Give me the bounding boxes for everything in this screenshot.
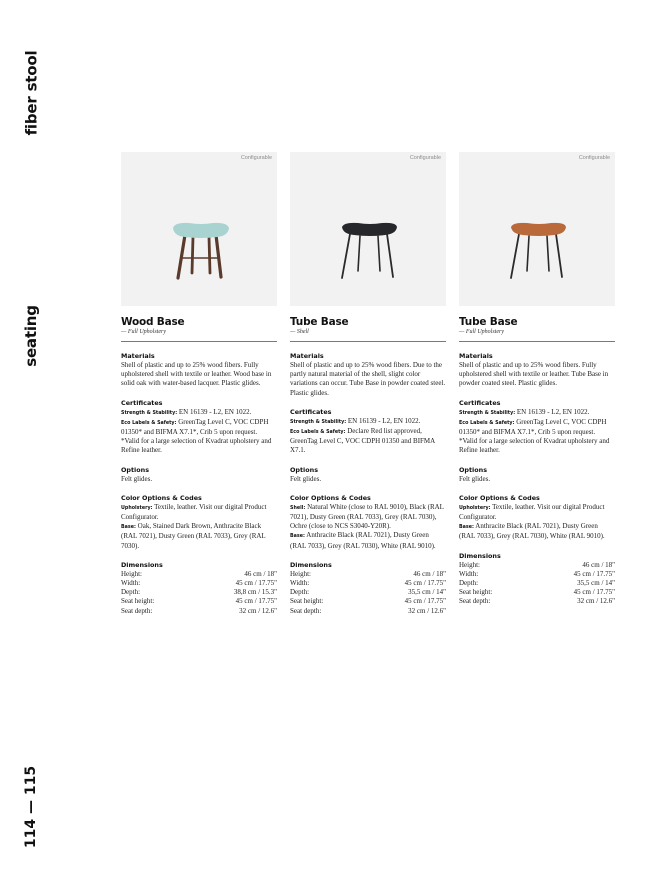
dimension-row: Height: 46 cm / 18" (121, 569, 277, 578)
product-photo (459, 152, 615, 306)
stool-legs (511, 234, 562, 278)
options-section: Options Felt glides. (459, 465, 491, 483)
dimensions-section: Dimensions Height: 46 cm / 18" Width: 45 cm / 17.75" Depth: 38,8 cm / 15.3" Seat height: 45 cm / 17.75" Seat depth: 32 cm / 12.6" (121, 560, 277, 615)
dimension-row: Seat depth: 32 cm / 12.6" (290, 606, 446, 615)
category-label: fiber stool (22, 50, 41, 136)
color-options-section: Color Options & Codes Upholstery: Textile, leather. Visit our digital Product Configurator. Base: Oak, Stained Dark Brown, Anthracite Black (RAL 7021), Dusty Green (RAL 7033), Grey (RAL 7030). (121, 493, 267, 550)
product-title: Tube Base (459, 316, 518, 328)
product-photo (121, 152, 277, 306)
certificates-section: Certificates Strength & Stability: EN 16139 - L2, EN 1022. Eco Labels & Safety: GreenTag Level C, VOC CDPH 01350* and BIFMA X7.1*, Crib 5 upon request. *Valid for a large selection of Kvadrat upholstery and Refine leather. (121, 398, 272, 455)
product-subtitle: — Full Upholstery (121, 329, 277, 342)
dimension-row: Seat height: 45 cm / 17.75" (290, 597, 446, 606)
configurable-tag: Configurable (578, 155, 610, 161)
dimension-row: Seat depth: 32 cm / 12.6" (121, 606, 277, 615)
options-section: Options Felt glides. (290, 465, 322, 483)
dimensions-section: Dimensions Height: 46 cm / 18" Width: 45 cm / 17.75" Depth: 35,5 cm / 14" Seat height: 45 cm / 17.75" Seat depth: 32 cm / 12.6" (290, 560, 446, 615)
dimension-row: Width: 45 cm / 17.75" (459, 569, 615, 578)
stool-tube-base-upholstery-image (459, 152, 615, 306)
product-photo (290, 152, 446, 306)
dimension-row: Width: 45 cm / 17.75" (121, 579, 277, 588)
dimension-row: Seat height: 45 cm / 17.75" (459, 588, 615, 597)
stool-tube-base-shell-image (290, 152, 446, 306)
stool-wood-base-image (121, 152, 277, 306)
dimension-row: Height: 46 cm / 18" (290, 569, 446, 578)
stool-legs (178, 235, 221, 278)
product-subtitle: — Shell (290, 329, 446, 342)
certificates-section: Certificates Strength & Stability: EN 16139 - L2, EN 1022. Eco Labels & Safety: GreenTag Level C, VOC CDPH 01350* and BIFMA X7.1*, Crib 5 upon request. *Valid for a large selection of Kvadrat upholstery and Refine leather. (459, 398, 610, 455)
dimension-row: Depth: 35,5 cm / 14" (459, 579, 615, 588)
product-column-tube-base-upholstery (459, 152, 615, 607)
dimension-row: Depth: 38,8 cm / 15.3" (121, 588, 277, 597)
configurable-tag: Configurable (409, 155, 441, 161)
options-section: Options Felt glides. (121, 465, 153, 483)
materials-section: Materials Shell of plastic and up to 25% wood fibers. Fully upholstered shell with textile or leather. Tube Base in powder coated steel. Plastic glides. (459, 352, 609, 388)
page-numbers: 114 — 115 (23, 765, 40, 849)
dimension-row: Depth: 35,5 cm / 14" (290, 588, 446, 597)
product-title: Wood Base (121, 316, 185, 328)
product-column-tube-base-shell (290, 152, 446, 616)
dimension-row: Width: 45 cm / 17.75" (290, 579, 446, 588)
materials-section: Materials Shell of plastic and up to 25% wood fibers. Fully upholstered shell with textile or leather. Wood base in solid oak with water-based lacquer. Plastic glides. (121, 352, 272, 388)
stool-seat (173, 223, 229, 238)
dimension-row: Height: 46 cm / 18" (459, 560, 615, 569)
product-column-wood-base (121, 152, 277, 616)
dimensions-section: Dimensions Height: 46 cm / 18" Width: 45 cm / 17.75" Depth: 35,5 cm / 14" Seat height: 45 cm / 17.75" Seat depth: 32 cm / 12.6" (459, 551, 615, 606)
product-subtitle: — Full Upholstery (459, 329, 615, 342)
materials-section: Materials Shell of plastic and up to 25% wood fibers. Due to the partly natural material of the shell, slight color variations can occur. Tube Base in powder coated steel. Plastic glides. (290, 352, 446, 397)
stool-legs (342, 234, 393, 278)
dimension-row: Seat depth: 32 cm / 12.6" (459, 597, 615, 606)
stool-seat (511, 223, 566, 236)
configurable-tag: Configurable (240, 155, 272, 161)
color-options-section: Color Options & Codes Upholstery: Textile, leather. Visit our digital Product Configurator. Base: Anthracite Black (RAL 7021), Dusty Green (RAL 7033), Grey (RAL 7030), White (RAL 9010). (459, 493, 605, 541)
dimension-row: Seat height: 45 cm / 17.75" (121, 597, 277, 606)
color-options-section: Color Options & Codes Shell: Natural White (close to RAL 9010), Black (RAL 7021), Dusty Green (RAL 7033), Grey (RAL 7030), Ochre (close to NCS S3040-Y20R). Base: Anthracite Black (RAL 7021), Dusty Green (RAL 7033), Grey (RAL 7030), White (RAL 9010). (290, 493, 444, 550)
certificates-section: Certificates Strength & Stability: EN 16139 - L2, EN 1022. Eco Labels & Safety: Declare Red list approved, GreenTag Level C, VOC CDPH 01350 and BIFMA X7.1. (290, 407, 435, 455)
stool-seat (342, 223, 397, 236)
section-label: seating (22, 305, 40, 367)
product-title: Tube Base (290, 316, 349, 328)
